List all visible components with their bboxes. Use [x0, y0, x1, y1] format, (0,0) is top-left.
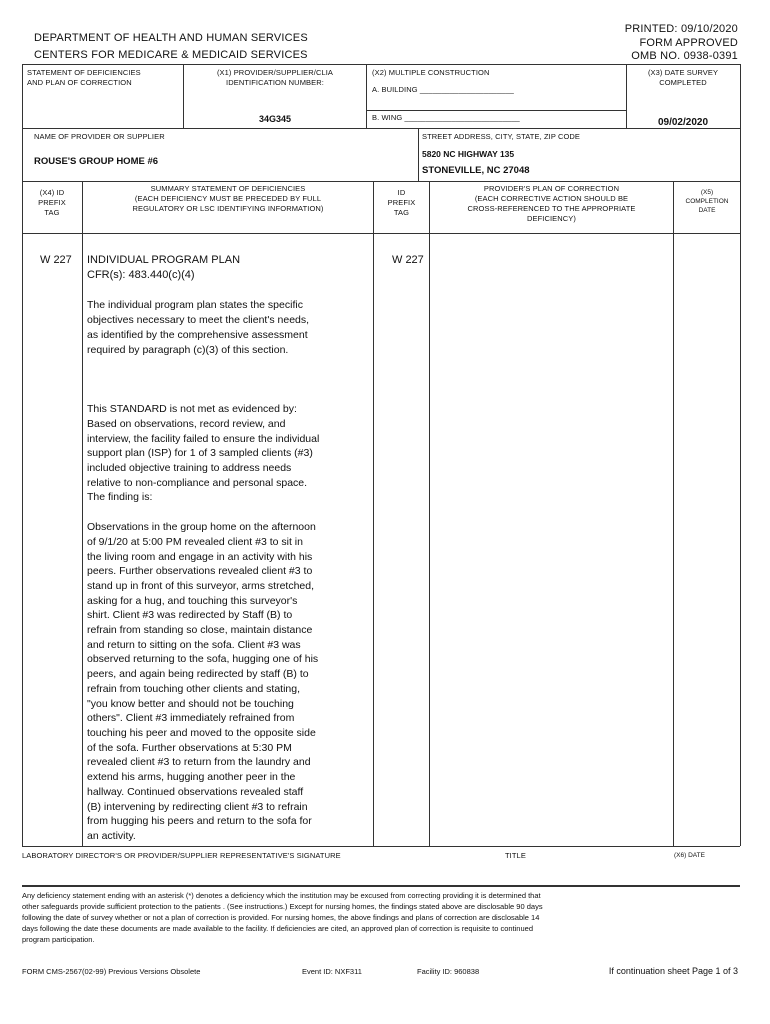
plan-header: PROVIDER'S PLAN OF CORRECTION (EACH CORRECTIVE ACTION SHOULD BE CROSS-REFERENCED TO THE APPROPRIATE DEFICIENCY): [467, 184, 636, 223]
provider-label: NAME OF PROVIDER OR SUPPLIER: [34, 132, 165, 141]
form-number: FORM CMS-2567(02-99) Previous Versions Obsolete: [22, 967, 201, 976]
table-row-divider: [22, 233, 740, 234]
paragraph: Observations in the group home on the afternoon of 9/1/20 at 5:00 PM revealed client #3 to sit in the living room and engage in an activity with his peers. Further observations revealed client #3 to stand up in front of this surveyor, arms stretched, asking for a hug, and touching this surveyor's shirt. Client #3 was redirected by Staff (B) to refrain from standing so close, maintain distance and return to sitting on the sofa. Client #3 was observed returning to the sofa, hugging one of his peers, and again being redirected by staff (B) to refrain from touching other clients and stating, "you know better and should not be touching others". Client #3 immediately refrained from touching his peer and moved to the opposite side of the sofa. Further observations at 5:30 PM revealed client #3 to return from the laundry and extend his arms, hugging another peer in the hallway. Continued observations revealed staff (B) intervening by redirecting client #3 to refrain from hugging his peers and return to the sofa for an activity.: [87, 521, 319, 842]
column-divider: [673, 181, 674, 846]
table-left-border: [22, 64, 23, 846]
event-id: Event ID: NXF311: [302, 967, 362, 976]
x2-label: (X2) MULTIPLE CONSTRUCTION: [372, 68, 490, 77]
x5-header: (X5) COMPLETION DATE: [685, 189, 729, 214]
x3-label: (X3) DATE SURVEY COMPLETED: [647, 68, 719, 87]
disclaimer: Any deficiency statement ending with an asterisk (*) denotes a deficiency which the institution may be excused from correcting providing it is determined that other safeguards provide sufficient protection to the patients . (See instructions.) Except for nursing homes, the findings stated above are disclosable 90 days following the date of survey whether or not a plan of correction is provided. For nursing homes, the above findings and plans of correction are disclosable 14 days following the date these documents are made available to the facility. If deficiencies are cited, an approved plan of correction is requisite to continued program participation.: [22, 891, 543, 944]
signature-label: LABORATORY DIRECTOR'S OR PROVIDER/SUPPLIER REPRESENTATIVE'S SIGNATURE: [22, 851, 341, 860]
column-divider: [418, 128, 419, 181]
wing-label: B. WING ___________________________: [372, 113, 520, 122]
table-row-divider: [22, 181, 740, 182]
cfr-reference: CFR(s): 483.440(c)(4): [87, 268, 195, 281]
column-divider: [82, 181, 83, 846]
department-title: DEPARTMENT OF HEALTH AND HUMAN SERVICES: [34, 32, 308, 44]
left-prefix-tag: W 227: [40, 254, 72, 266]
address-label: STREET ADDRESS, CITY, STATE, ZIP CODE: [422, 132, 581, 141]
building-divider: [366, 110, 626, 111]
x4-header: (X4) ID PREFIX TAG: [38, 188, 66, 217]
statement-label: STATEMENT OF DEFICIENCIES AND PLAN OF CORRECTION: [27, 68, 141, 87]
agency-title: CENTERS FOR MEDICARE & MEDICAID SERVICES: [34, 49, 308, 61]
x6-date-label: (X6) DATE: [674, 852, 705, 859]
deficiency-text: [87, 253, 371, 860]
column-divider: [373, 181, 374, 846]
table-top-border: [22, 64, 740, 65]
omb-number: OMB NO. 0938-0391: [631, 50, 738, 62]
address-street: 5820 NC HIGHWAY 135: [422, 149, 515, 159]
printed-date: PRINTED: 09/10/2020: [624, 23, 738, 35]
column-divider: [626, 64, 627, 128]
continuation-page: If continuation sheet Page 1 of 3: [608, 966, 738, 976]
column-divider: [429, 181, 430, 846]
title-label: TITLE: [505, 851, 526, 860]
paragraph: This STANDARD is not met as evidenced by: Based on observations, record review, and interview, the facility failed to ensure the individual support plan (ISP) for 1 of 3 sampled clients (#3) included objective training to address needs relative to non-compliance and personal space. The finding is:: [87, 403, 320, 504]
column-divider: [183, 64, 184, 128]
x1-label: (X1) PROVIDER/SUPPLIER/CLIA IDENTIFICATION NUMBER:: [216, 68, 334, 87]
paragraph: The individual program plan states the specific objectives necessary to meet the client's needs, as identified by the comprehensive assessment required by paragraph (c)(3) of this section.: [87, 299, 310, 356]
summary-header: SUMMARY STATEMENT OF DEFICIENCIES (EACH DEFICIENCY MUST BE PRECEDED BY FULL REGULATORY OR LSC IDENTIFYING INFORMATION): [132, 184, 324, 213]
building-label: A. BUILDING ______________________: [372, 85, 514, 94]
table-row-divider: [22, 128, 740, 129]
id-header: ID PREFIX TAG: [387, 188, 416, 217]
clia-number: 34G345: [258, 114, 292, 124]
column-divider: [366, 64, 367, 128]
signature-bottom-border: [22, 885, 740, 887]
right-prefix-tag: W 227: [392, 254, 424, 266]
address-city: STONEVILLE, NC 27048: [422, 165, 530, 176]
survey-date: 09/02/2020: [657, 117, 709, 128]
provider-name: ROUSE'S GROUP HOME #6: [34, 156, 159, 167]
table-right-border: [740, 64, 741, 846]
facility-id: Facility ID: 960838: [417, 967, 480, 976]
deficiency-title: INDIVIDUAL PROGRAM PLAN: [87, 254, 241, 266]
form-approved: FORM APPROVED: [639, 37, 738, 49]
